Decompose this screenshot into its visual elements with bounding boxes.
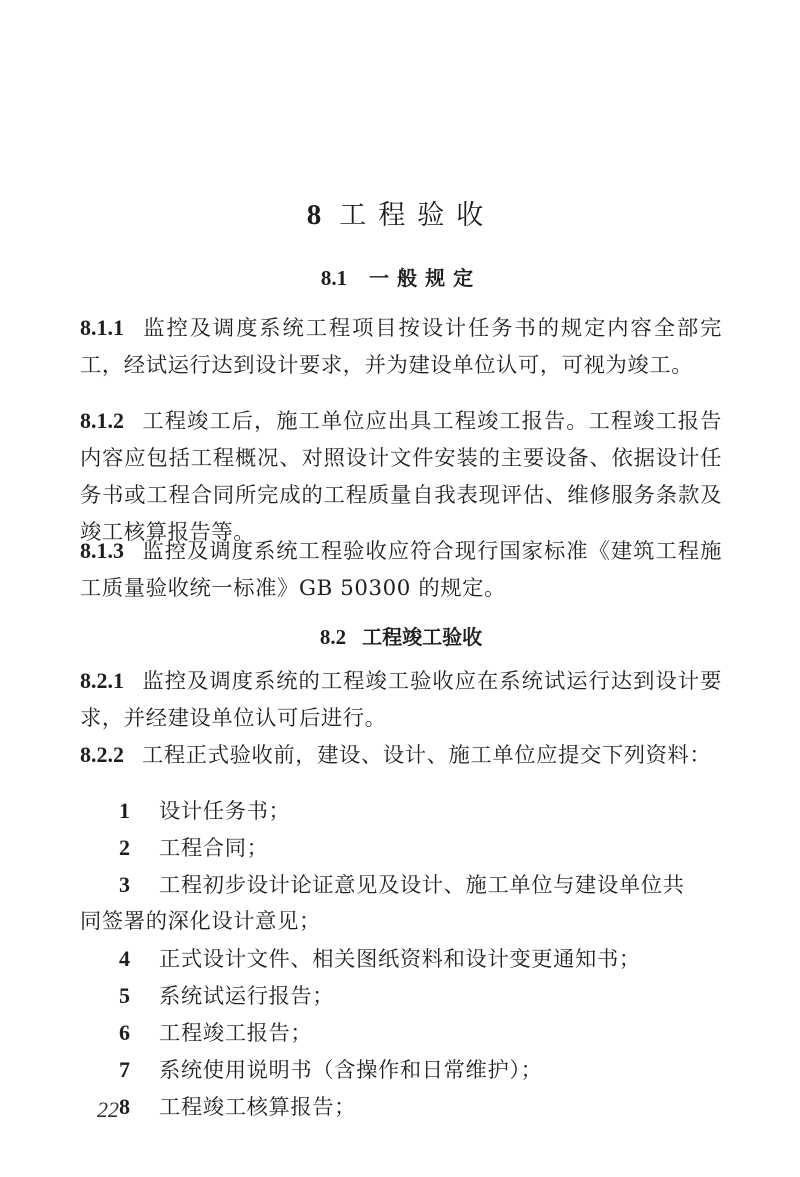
list-item-continuation [80, 903, 722, 940]
list-item-number: 2 [119, 835, 130, 860]
list-item-text: 系统使用说明书（含操作和日常维护）； [159, 1058, 543, 1083]
clause-8-1-1 [80, 309, 722, 384]
section-number: 8.2 [319, 625, 347, 649]
clause-number: 8.2.2 [80, 742, 124, 767]
list-item-number: 6 [119, 1020, 130, 1045]
list-item-number: 8 [119, 1094, 130, 1119]
list-item-number: 5 [119, 983, 130, 1008]
clause-text: 监控及调度系统的工程竣工验收应在系统试运行达到设计要求，并经建设单位认可后进行。 [80, 669, 722, 731]
chapter-number: 8 [306, 199, 322, 231]
clause-number: 8.1.2 [80, 408, 124, 433]
list-item-text: 设计任务书； [159, 799, 291, 824]
list-item [80, 1051, 722, 1089]
section-title-text: 工程竣工验收 [362, 625, 483, 649]
list-item-text: 同签署的深化设计意见； [80, 909, 321, 934]
section-title-8-1 [80, 262, 722, 291]
list-item-number: 7 [119, 1057, 130, 1082]
clause-8-2-1 [80, 662, 722, 737]
list-item-number: 3 [119, 872, 130, 897]
section-title-8-2 [80, 621, 722, 650]
list-item-text: 工程合同； [159, 836, 269, 861]
list-item [80, 829, 722, 867]
list-item-text: 正式设计文件、相关图纸资料和设计变更通知书； [159, 947, 641, 972]
clause-text: 工程竣工后，施工单位应出具工程竣工报告。工程竣工报告内容应包括工程概况、对照设计文件安装的主要设备、依据设计任务书或工程合同所完成的工程质量自我表现评估、维修服务条款及竣工核算报告等。 [80, 409, 722, 545]
list-item-text: 工程竣工核算报告； [159, 1095, 357, 1120]
clause-number: 8.2.1 [80, 668, 124, 693]
clause-number: 8.1.3 [80, 538, 124, 563]
list-item [80, 1088, 722, 1126]
list-item [80, 977, 722, 1015]
clause-text: 监控及调度系统工程项目按设计任务书的规定内容全部完工，经试运行达到设计要求，并为建设单位认可，可视为竣工。 [80, 316, 722, 378]
clause-8-1-3 [80, 532, 722, 607]
list-item-number: 4 [119, 946, 130, 971]
clause-8-1-2 [80, 402, 722, 551]
list-item-text: 工程初步设计论证意见及设计、施工单位与建设单位共 [159, 873, 685, 898]
clause-number: 8.1.1 [80, 315, 124, 340]
section-number: 8.1 [320, 266, 348, 290]
list-item [80, 792, 722, 830]
section-title-text: 一般规定 [369, 266, 482, 290]
list-item-text: 工程竣工报告； [159, 1021, 313, 1046]
chapter-title [80, 193, 722, 232]
clause-8-2-2 [80, 736, 722, 774]
list-item [80, 866, 722, 904]
page-number: 22 [97, 1097, 119, 1122]
clause-text: 监控及调度系统工程验收应符合现行国家标准《建筑工程施工质量验收统一标准》GB 50300 的规定。 [80, 539, 722, 601]
clause-text: 工程正式验收前，建设、设计、施工单位应提交下列资料： [142, 743, 712, 768]
list-item [80, 940, 722, 978]
list-item-text: 系统试运行报告； [159, 984, 335, 1009]
chapter-title-text: 工程验收 [339, 200, 496, 231]
list-item-number: 1 [119, 798, 130, 823]
list-item [80, 1014, 722, 1052]
